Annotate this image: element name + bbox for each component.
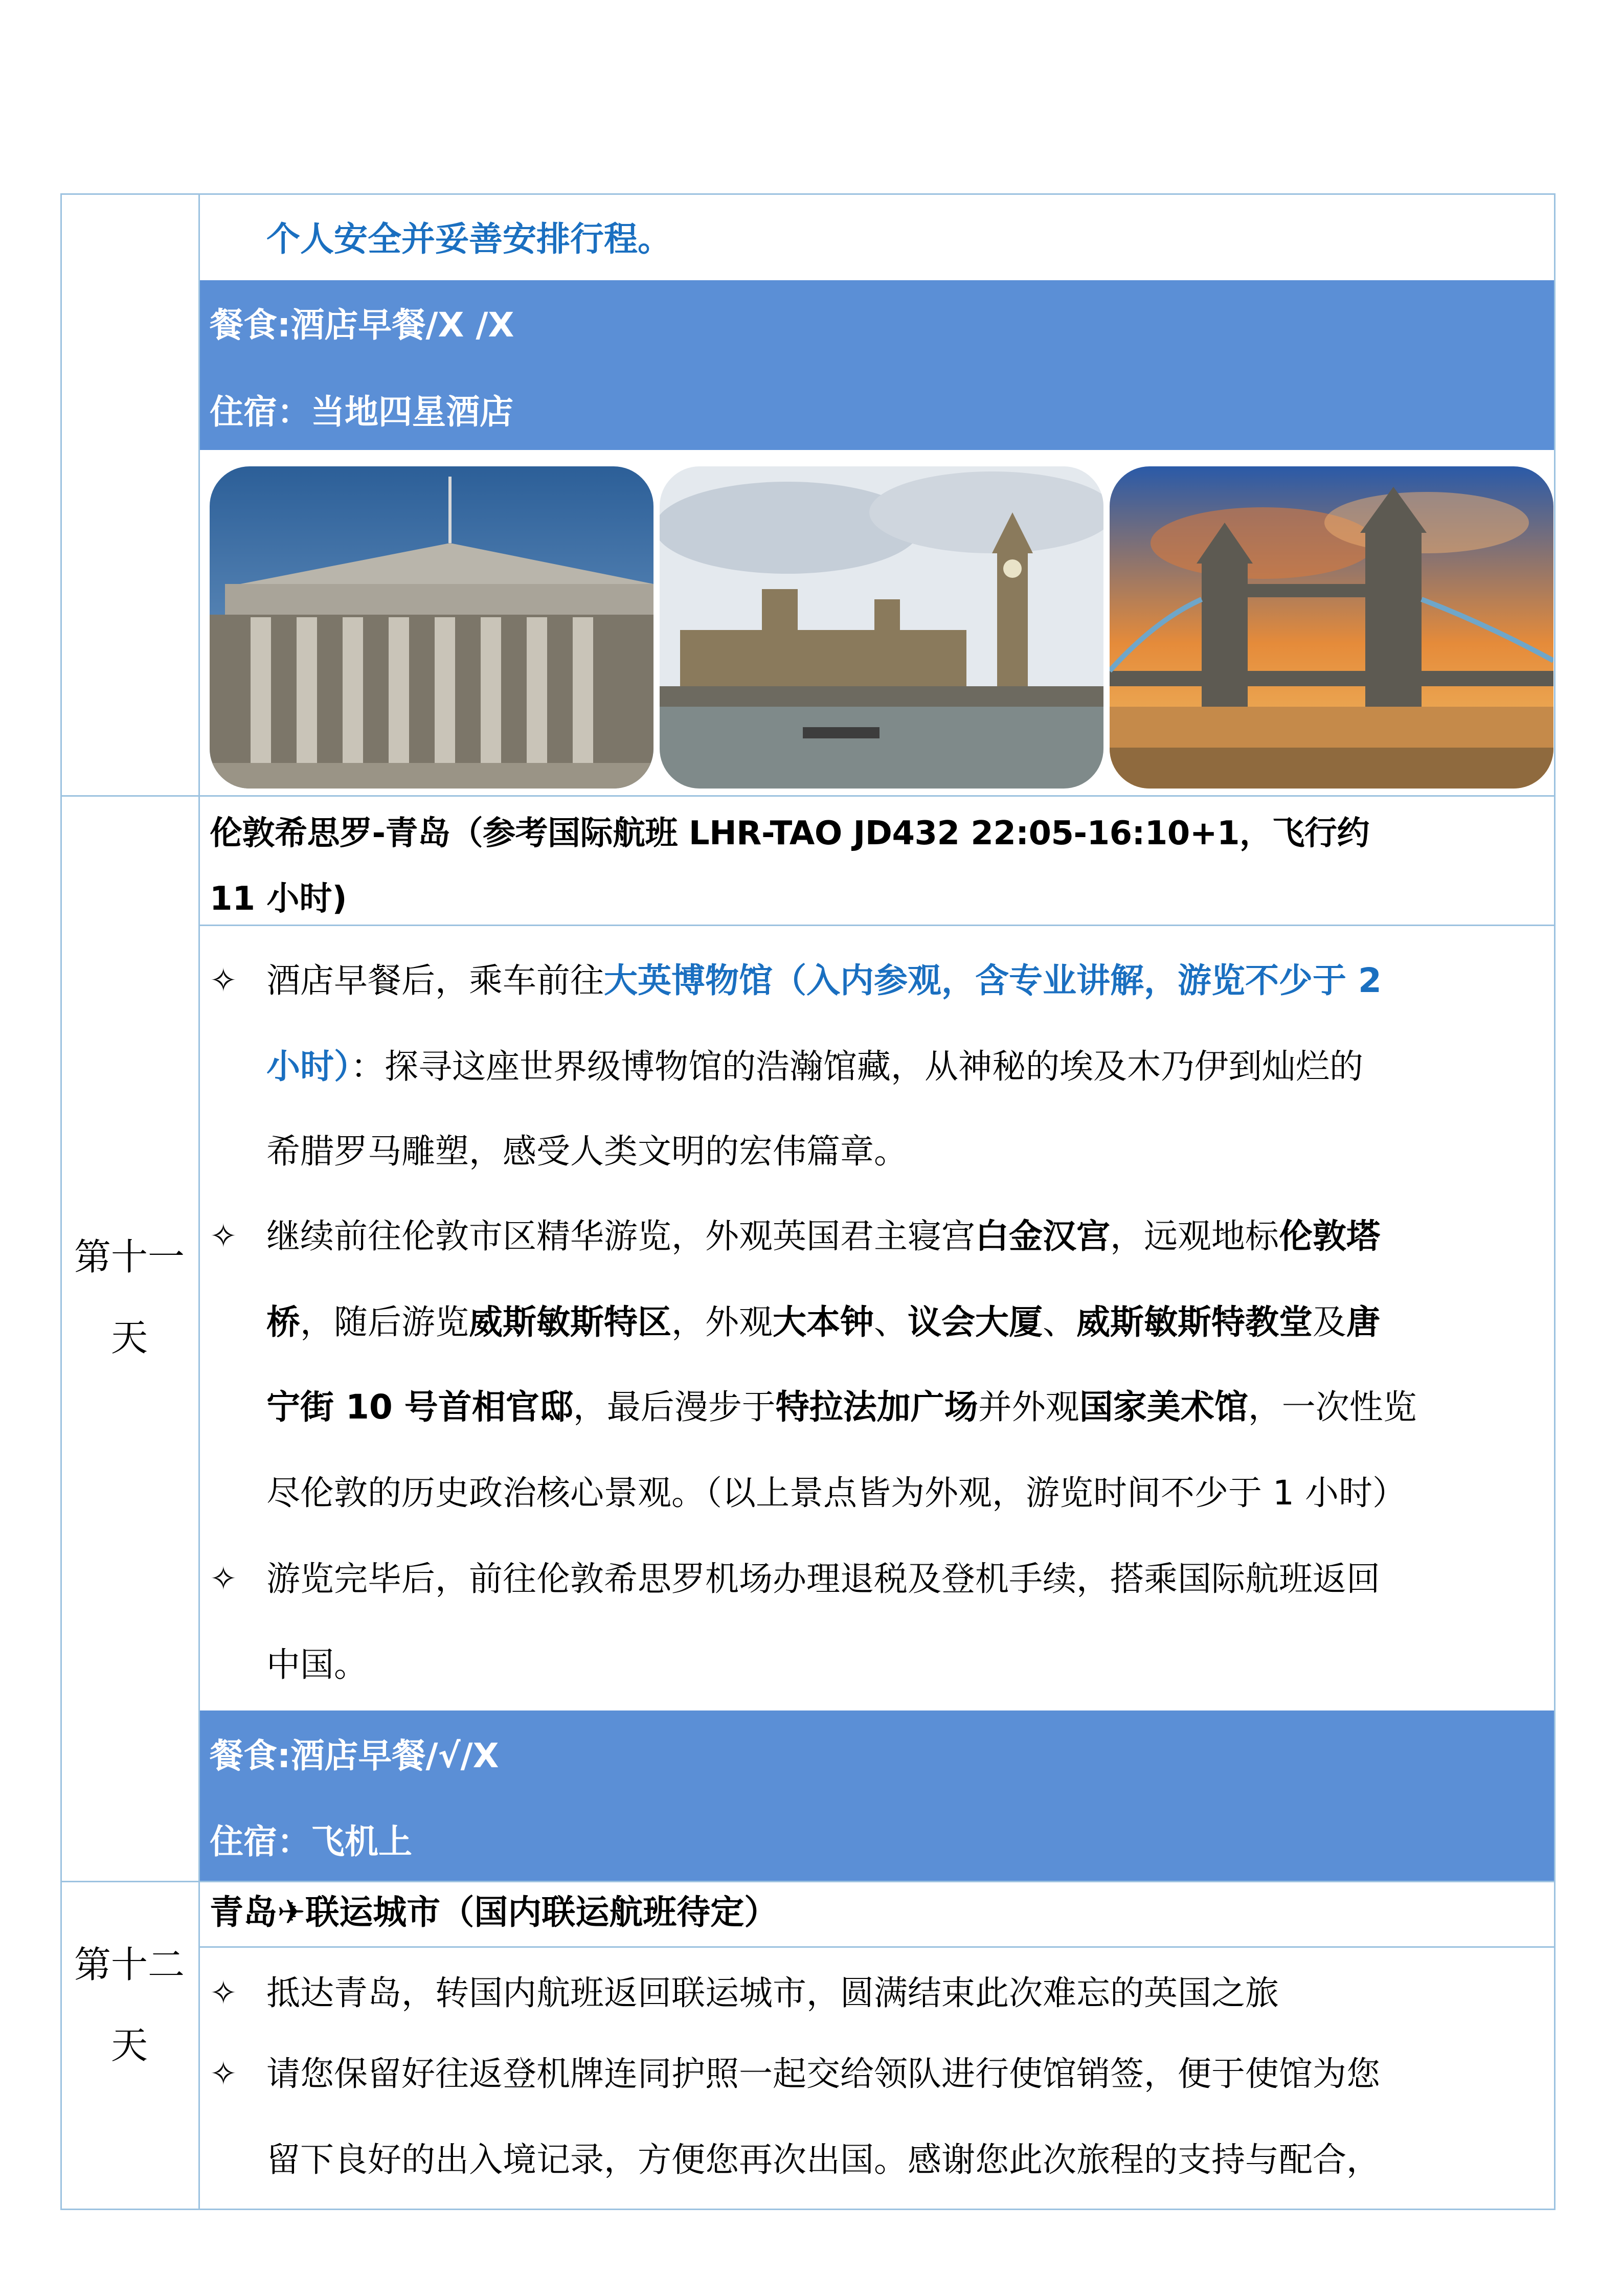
row-divider-day11 — [60, 795, 1556, 797]
route-title-day12: 青岛✈联运城市（国内联运航班待定） — [210, 1893, 778, 1932]
lodging-text: 住宿：当地四星酒店 — [210, 392, 513, 432]
day-column-divider — [198, 193, 200, 2210]
day12-item2-line2: 留下良好的出入境记录，方便您再次出国。感谢您此次旅程的支持与配合， — [266, 2140, 1380, 2179]
tower-bridge-photo — [1110, 466, 1553, 789]
day-label-line2: 天 — [110, 2024, 148, 2067]
item2-line2: 桥，随后游览威斯敏斯特区，外观大本钟、议会大厦、威斯敏斯特教堂及唐 — [266, 1302, 1380, 1342]
intro-line: 个人安全并妥善安排行程。 — [266, 219, 671, 259]
bullet-icon: ✧ — [210, 962, 237, 1000]
item2-line3: 宁街 10 号首相官邸，最后漫步于特拉法加广场并外观国家美术馆，一次性览 — [266, 1387, 1417, 1427]
item3-line2: 中国。 — [266, 1645, 368, 1684]
day-label-line1: 第十二 — [74, 1943, 185, 1986]
item3-line1: 游览完毕后，前往伦敦希思罗机场办理退税及登机手续，搭乘国际航班返回 — [266, 1559, 1380, 1599]
bullet-icon: ✧ — [210, 1974, 237, 2012]
meals-text: 餐食:酒店早餐/X /X — [210, 305, 514, 345]
british-museum-photo — [210, 466, 653, 789]
meals-text-day11: 餐食:酒店早餐/√/X — [210, 1736, 499, 1775]
item2-line4: 尽伦敦的历史政治核心景观。（以上景点皆为外观，游览时间不少于 1 小时） — [266, 1473, 1406, 1513]
day-label-day11 — [60, 1233, 198, 1361]
item1-line3: 希腊罗马雕塑，感受人类文明的宏伟篇章。 — [266, 1132, 908, 1171]
day-label-line2: 天 — [110, 1316, 148, 1359]
westminster-photo — [660, 466, 1103, 789]
route-divider-day11 — [200, 925, 1556, 926]
item2-line1: 继续前往伦敦市区精华游览，外观英国君主寝宫白金汉宫，远观地标伦敦塔 — [266, 1217, 1380, 1256]
lodging-text-day11: 住宿：飞机上 — [210, 1822, 412, 1861]
bullet-icon: ✧ — [210, 1560, 237, 1598]
route-title-line1: 伦敦希思罗-青岛（参考国际航班 LHR-TAO JD432 22:05-16:10+1，飞行约 — [210, 815, 1369, 852]
day-label-day12 — [60, 1941, 198, 2069]
day12-item1: 抵达青岛，转国内航班返回联运城市，圆满结束此次难忘的英国之旅 — [266, 1973, 1279, 2013]
highlight-british-museum: 大英博物馆（入内参观，含专业讲解，游览不少于 2 — [604, 961, 1382, 1000]
bullet-icon: ✧ — [210, 2055, 237, 2093]
bullet-icon: ✧ — [210, 1218, 237, 1255]
item1-line1: 酒店早餐后，乘车前往大英博物馆（入内参观，含专业讲解，游览不少于 2 — [266, 961, 1382, 1000]
item1-line2: 小时）：探寻这座世界级博物馆的浩瀚馆藏，从神秘的埃及木乃伊到灿烂的 — [266, 1047, 1363, 1086]
route-title-line2: 11 小时) — [210, 880, 347, 918]
day12-item2-line1: 请您保留好往返登机牌连同护照一起交给领队进行使馆销签，便于使馆为您 — [266, 2054, 1380, 2094]
route-divider-day12 — [200, 1946, 1556, 1948]
row-divider-day12 — [60, 1881, 1556, 1882]
day-label-line1: 第十一 — [74, 1235, 185, 1278]
